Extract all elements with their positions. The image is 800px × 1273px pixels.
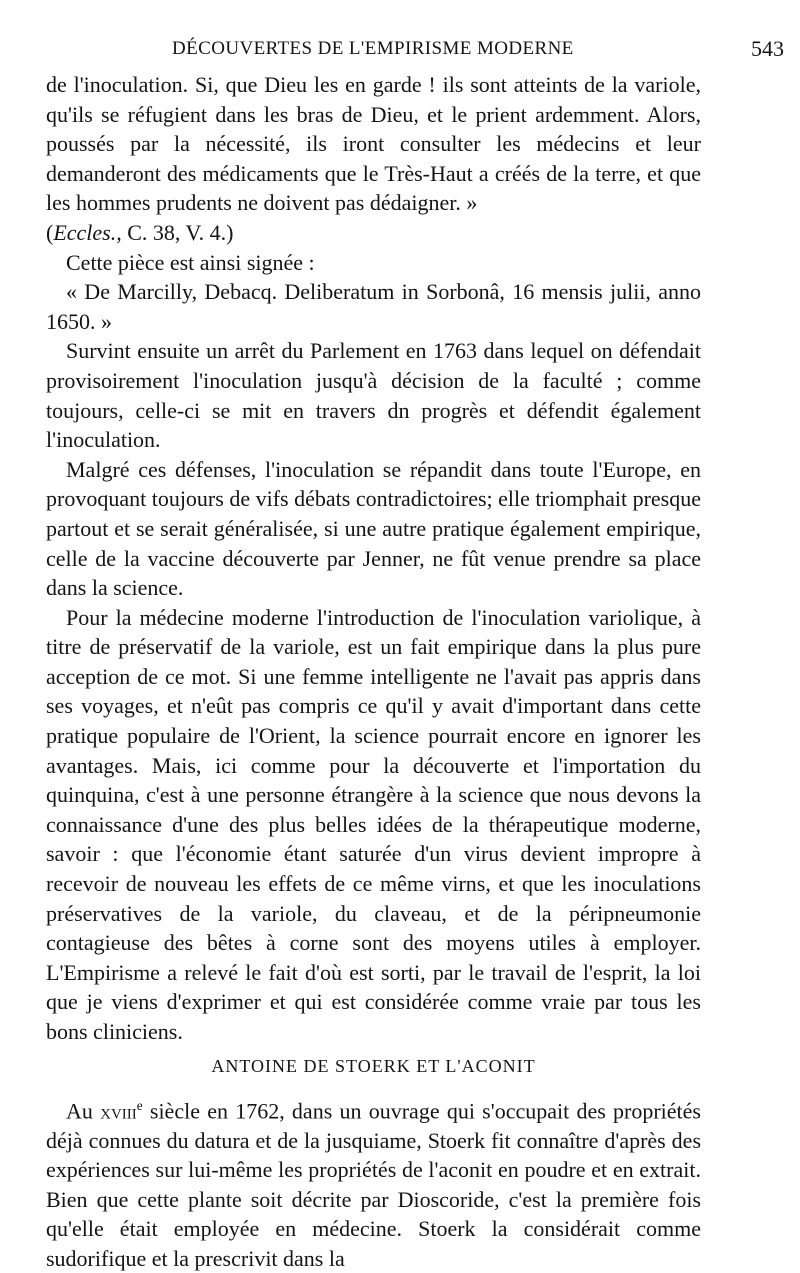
paragraph-stoerk bbox=[46, 1091, 701, 1273]
paragraph-signature-intro: Cette pièce est ainsi signée : bbox=[66, 249, 315, 275]
paragraph-signature: « De Marcilly, Debacq. Deliberatum in Sorbonâ, 16 mensis julii, anno 1650. » bbox=[46, 279, 701, 334]
stoerk-start: Au bbox=[66, 1097, 101, 1123]
body-text bbox=[46, 70, 701, 1273]
section-heading: ANTOINE DE STOERK ET L'ACONIT bbox=[211, 1055, 536, 1076]
reference-rest: , C. 38, V. 4.) bbox=[116, 219, 234, 245]
reference-italic: Eccles. bbox=[53, 219, 117, 245]
paragraph-quote-continuation bbox=[46, 70, 701, 218]
century-superscript: e bbox=[136, 1097, 143, 1113]
reference-open: ( bbox=[46, 219, 54, 245]
century-numeral: xviii bbox=[100, 1097, 137, 1123]
page-number: 543 bbox=[751, 36, 784, 61]
running-head bbox=[46, 30, 784, 70]
paragraph-reference bbox=[46, 218, 701, 248]
paragraph-europe: Malgré ces défenses, l'inoculation se répandit dans toute l'Europe, en provoquant toujours de vifs débats contradictoires; elle triomphait presque partout et se serait généralisée, si une autre pratique également empirique, celle de la vaccine découverte par Jenner, ne fût venue prendre sa place dans la science. bbox=[46, 456, 701, 601]
running-title: DÉCOUVERTES DE L'EMPIRISME MODERNE bbox=[172, 38, 574, 59]
paragraph-medecine-moderne: Pour la médecine moderne l'introduction de l'inoculation variolique, à titre de préservatif de la variole, est un fait empirique dans la plus pure acception de ce mot. Si une femme intelligente ne l'avait pas appris dans ses voyages, et n'eût pas compris ce qu'il y avait d'important dans cette pratique populaire de l'Orient, la science pourrait encore en ignorer les avantages. Mais, ici comme pour la découverte et l'importation du quinquina, c'est à une personne étrangère à la science que nous devons la connaissance d'une des plus belles idées de la thérapeutique moderne, savoir : que l'économie étant saturée d'un virus devient impropre à recevoir de nouveau les effets de ce même virns, et que les inoculations préservatives de la variole, du claveau, et de la péripneumonie contagieuse des bêtes à corne sont des moyens utiles à employer. L'Empirisme a relevé le fait d'où est sorti, par le travail de l'esprit, la loi que je viens d'exprimer et qui est considérée comme vraie par tous les bons cliniciens. bbox=[46, 604, 701, 1044]
stoerk-text: siècle en 1762, dans un ouvrage qui s'occupait des propriétés déjà connues du datura et de la jusquiame, Stoerk fit connaître d'après des expériences sur lui-même les propriétés de l'aconit en poudre et en extrait. Bien que cette plante soit décrite par Dioscoride, c'est la première fois qu'elle était employée en médecine. Stoerk la considérait comme sudorifique et la prescrivit dans la bbox=[46, 1097, 701, 1271]
paragraph-parlement: Survint ensuite un arrêt du Parlement en 1763 dans lequel on défendait provisoirement l'inoculation jusqu'à décision de la faculté ; comme toujours, celle-ci se mit en travers dn progrès et défendit également l'inoculation. bbox=[46, 338, 701, 453]
paragraph-text: de l'inoculation. Si, que Dieu les en garde ! ils sont atteints de la variole, qu'ils se réfugient dans les bras de Dieu, et le prient ardemment. Alors, poussés par la nécessité, ils iront consulter les médecins et leur demanderont des médicaments que le Très-Haut a créés de la terre, et que les hommes prudents ne doivent pas dédaigner. » bbox=[46, 72, 701, 216]
